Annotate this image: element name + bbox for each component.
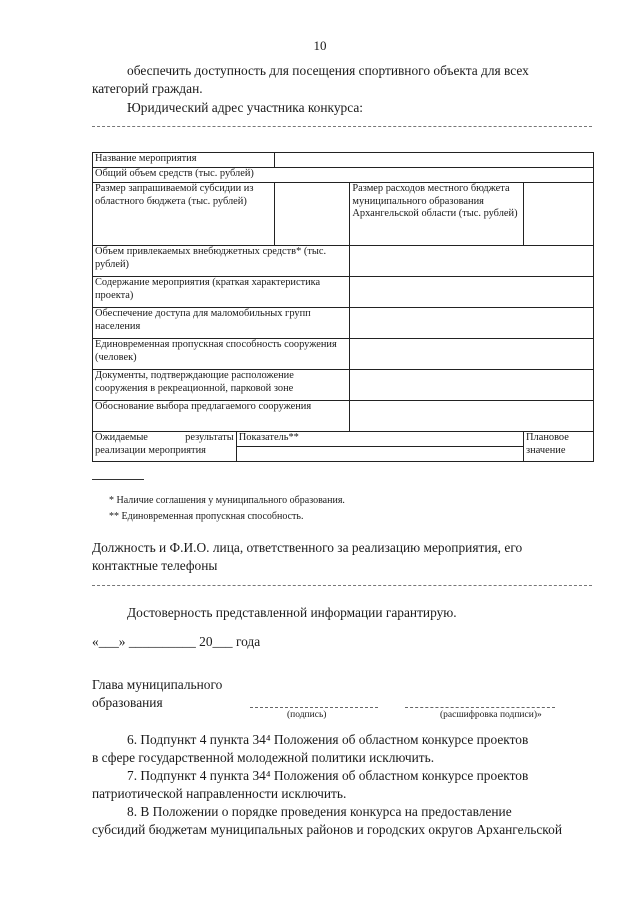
cell-throughput: Единовременная пропускная способность сооружения (человек)	[93, 339, 350, 370]
intro-line-2: категорий граждан.	[92, 81, 203, 96]
decode-signature-label: (расшифровка подписи)»	[440, 710, 542, 720]
legal-address-fill-line	[92, 126, 592, 127]
item-6-line-2: в сфере государственной молодежной политики исключить.	[92, 750, 435, 765]
footnote-1: * Наличие соглашения у муниципального образования.	[109, 495, 345, 506]
head-title-line-1: Глава муниципального	[92, 677, 223, 692]
guarantee-text: Достоверность представленной информации гарантирую.	[127, 605, 457, 620]
cell-event-name: Название мероприятия	[93, 153, 275, 168]
cell-throughput-value[interactable]	[350, 339, 594, 370]
cell-local-expenses: Размер расходов местного бюджета муниципального образования Архангельской области (тыс. рублей)	[350, 183, 524, 246]
item-8-line-1: 8. В Положении о порядке проведения конкурса на предоставление	[127, 804, 512, 819]
signature-label: (подпись)	[287, 710, 327, 720]
cell-content: Содержание мероприятия (краткая характеристика проекта)	[93, 277, 350, 308]
footnote-2: ** Единовременная пропускная способность.	[109, 511, 304, 522]
cell-local-expenses-value[interactable]	[524, 183, 594, 246]
legal-address-label: Юридический адрес участника конкурса:	[127, 100, 364, 115]
decode-signature-line	[405, 707, 555, 708]
cell-planned-value: Плановое значение	[524, 432, 594, 462]
cell-documents: Документы, подтверждающие расположение сооружения в рекреационной, парковой зоне	[93, 370, 350, 401]
cell-indicator-value[interactable]	[236, 447, 523, 462]
cell-total-volume: Общий объем средств (тыс. рублей)	[93, 168, 594, 183]
cell-justification-value[interactable]	[350, 401, 594, 432]
cell-extra-budget: Объем привлекаемых внебюджетных средств* (тыс. рублей)	[93, 246, 350, 277]
cell-event-name-value[interactable]	[274, 153, 593, 168]
intro-line-1: обеспечить доступность для посещения спортивного объекта для всех	[127, 63, 529, 78]
responsible-fill-line	[92, 585, 592, 586]
item-6-line-1: 6. Подпункт 4 пункта 34⁴ Положения об областном конкурсе проектов	[127, 732, 529, 747]
item-7-line-1: 7. Подпункт 4 пункта 34⁴ Положения об областном конкурсе проектов	[127, 768, 529, 783]
item-7-line-2: патриотической направленности исключить.	[92, 786, 347, 801]
head-title-line-2: образования	[92, 695, 163, 710]
cell-requested-subsidy-value[interactable]	[274, 183, 350, 246]
cell-justification: Обоснование выбора предлагаемого сооружения	[93, 401, 350, 432]
responsible-line-2: контактные телефоны	[92, 558, 218, 573]
cell-documents-value[interactable]	[350, 370, 594, 401]
cell-access-value[interactable]	[350, 308, 594, 339]
cell-access: Обеспечение доступа для маломобильных групп населения	[93, 308, 350, 339]
application-form-table	[92, 152, 594, 462]
responsible-line-1: Должность и Ф.И.О. лица, ответственного за реализацию мероприятия, его	[92, 540, 523, 555]
cell-extra-budget-value[interactable]	[350, 246, 594, 277]
cell-requested-subsidy: Размер запрашиваемой субсидии из областного бюджета (тыс. рублей)	[93, 183, 275, 246]
cell-expected-results: Ожидаемые результаты реализации мероприятия	[93, 432, 237, 462]
item-8-line-2: субсидий бюджетам муниципальных районов и городских округов Архангельской	[92, 822, 562, 837]
page-number: 10	[313, 38, 327, 53]
footnote-separator	[92, 479, 144, 480]
date-line: «___» __________ 20___ года	[92, 634, 261, 649]
signature-line	[250, 707, 378, 708]
cell-indicator: Показатель**	[236, 432, 523, 447]
cell-content-value[interactable]	[350, 277, 594, 308]
